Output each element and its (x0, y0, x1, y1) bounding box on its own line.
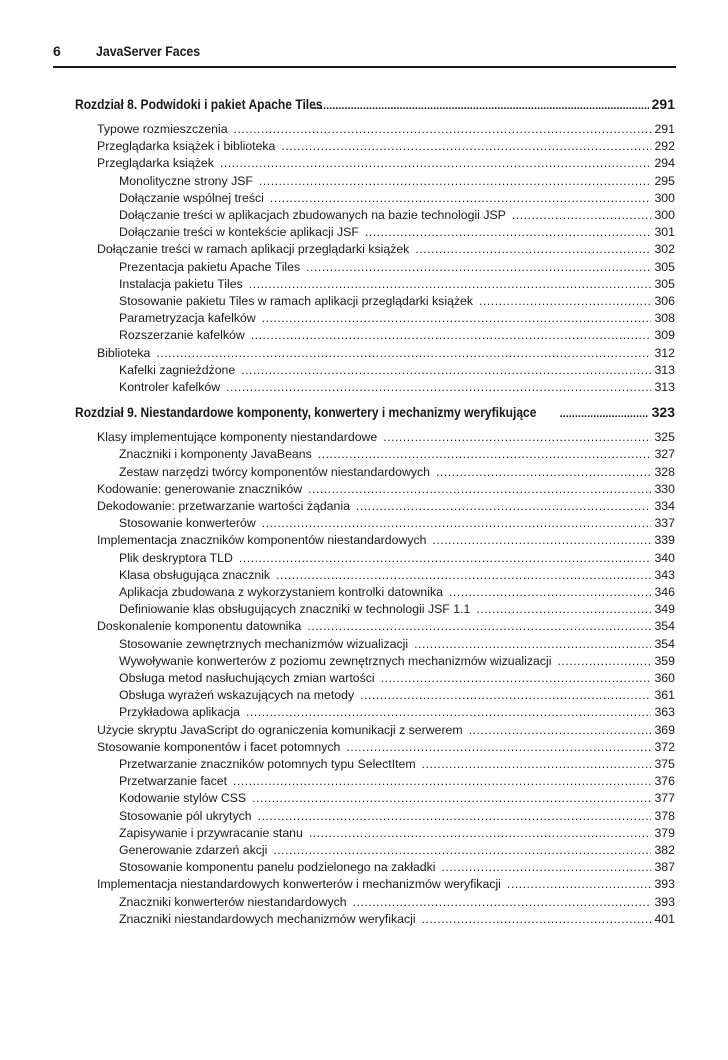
page-number: 6 (53, 43, 61, 59)
toc-entry-page: 393 (654, 894, 675, 909)
toc-entry (97, 499, 675, 513)
toc-dot-leader (233, 774, 651, 788)
toc-dot-leader (156, 346, 651, 360)
toc-entry-title: Rozdział 8. Podwidoki i pakiet Apache Tiles (75, 96, 323, 112)
toc-entry-page: 305 (654, 276, 675, 291)
toc-entry-title: Dołączanie treści w aplikacjach zbudowanych na bazie technologii JSP (119, 208, 506, 222)
toc-dot-leader (414, 637, 651, 651)
toc-entry-title: Zapisywanie i przywracanie stanu (119, 825, 303, 840)
toc-dot-leader (356, 499, 652, 513)
toc-dot-leader (560, 408, 649, 420)
toc-entry-page: 377 (654, 791, 675, 806)
toc-dot-leader (383, 430, 651, 444)
toc-dot-leader (360, 688, 651, 702)
toc-entry-page: 360 (654, 671, 675, 685)
toc-entry (119, 585, 675, 599)
toc-entry-page: 330 (654, 481, 675, 496)
toc-entry-page: 359 (654, 653, 675, 668)
toc-dot-leader (251, 328, 652, 342)
toc-dot-leader (226, 380, 651, 394)
toc-entry-title: Przeglądarka książek i biblioteka (97, 139, 276, 154)
running-title: JavaServer Faces (96, 43, 201, 59)
toc-entry-title: Kodowanie stylów CSS (119, 791, 247, 806)
toc-entry (119, 363, 675, 377)
toc-entry (119, 208, 675, 222)
toc-entry-title: Znaczniki konwerterów niestandardowych (119, 894, 347, 909)
toc-entry (119, 757, 675, 771)
toc-entry (119, 912, 675, 926)
toc-entry-title: Prezentacja pakietu Apache Tiles (119, 259, 301, 274)
toc-entry (119, 568, 675, 582)
toc-entry-page: 354 (654, 619, 675, 634)
toc-entry-page: 343 (654, 567, 675, 582)
toc-entry (119, 174, 675, 188)
toc-entry-page: 372 (654, 739, 675, 754)
toc-dot-leader (432, 533, 651, 547)
toc-entry (97, 619, 675, 633)
toc-entry-page: 328 (654, 464, 675, 479)
toc-entry-page: 363 (654, 705, 675, 720)
toc-dot-leader (308, 482, 651, 496)
toc-dot-leader (353, 895, 652, 909)
toc-entry-title: Implementacja niestandardowych konwerterów i mechanizmów weryfikacji (97, 877, 501, 892)
toc-dot-leader (476, 602, 651, 616)
toc-entry (119, 826, 675, 840)
toc-entry (119, 294, 675, 308)
toc-entry-title: Definiowanie klas obsługujących znaczniki w technologii JSF 1.1 (119, 602, 471, 617)
toc-entry-title: Kafelki zagnieżdżone (119, 362, 236, 377)
toc-entry-page: 300 (654, 190, 675, 205)
toc-dot-leader (276, 568, 651, 582)
toc-entry-page: 369 (654, 722, 675, 737)
toc-chapter-entry (75, 96, 675, 112)
toc-entry-page: 378 (654, 808, 675, 823)
toc-entry-page: 308 (654, 311, 675, 326)
toc-entry-title: Instalacja pakietu Tiles (119, 276, 243, 291)
toc-entry-title: Monolityczne strony JSF (119, 173, 253, 188)
toc-entry (97, 139, 675, 153)
toc-entry (119, 380, 675, 394)
toc-entry (119, 843, 675, 857)
toc-entry (119, 225, 675, 239)
toc-entry (97, 533, 675, 547)
toc-entry (119, 654, 675, 668)
toc-entry (97, 346, 675, 360)
toc-entry (119, 465, 675, 479)
toc-entry-page: 346 (654, 585, 675, 599)
toc-entry (97, 430, 675, 444)
toc-entry-page: 361 (654, 688, 675, 703)
toc-dot-leader (252, 791, 651, 805)
toc-entry-page: 312 (654, 345, 675, 360)
toc-dot-leader (318, 447, 652, 461)
toc-dot-leader (249, 277, 652, 291)
toc-entry-page: 387 (654, 860, 675, 875)
toc-dot-leader (436, 465, 651, 479)
toc-entry-title: Stosowanie pakietu Tiles w ramach aplikacji przeglądarki książek (119, 294, 474, 308)
toc-entry-page: 375 (654, 757, 675, 771)
toc-dot-leader (246, 705, 651, 719)
toc-entry-title: Implementacja znaczników komponentów niestandardowych (97, 533, 427, 548)
toc-entry-title: Rozdział 9. Niestandardowe komponenty, konwertery i mechanizmy weryfikujące (75, 404, 537, 421)
toc-entry-title: Plik deskryptora TLD (119, 550, 233, 565)
toc-entry-title: Wywoływanie konwerterów z poziomu zewnętrznych mechanizmów wizualizacji (119, 653, 552, 668)
toc-entry-title: Przetwarzanie facet (119, 774, 227, 789)
toc-entry-page: 379 (654, 825, 675, 840)
toc-entry (119, 705, 675, 719)
toc-dot-leader (512, 208, 652, 222)
toc-entry (97, 482, 675, 496)
toc-chapter-entry (75, 404, 675, 420)
toc-entry-title: Typowe rozmieszczenia (97, 122, 228, 136)
toc-entry-page: 295 (654, 173, 675, 188)
toc-entry-title: Dołączanie treści w ramach aplikacji przeglądarki książek (97, 242, 410, 257)
toc-entry-page: 325 (654, 430, 675, 445)
toc-dot-leader (507, 877, 652, 891)
toc-dot-leader (281, 139, 651, 153)
toc-entry-page: 339 (654, 533, 675, 548)
toc-entry-title: Stosowanie zewnętrznych mechanizmów wizualizacji (119, 636, 409, 651)
toc-entry-page: 354 (654, 636, 675, 651)
toc-dot-leader (259, 174, 652, 188)
toc-entry-title: Stosowanie komponentu panelu podzielonego na zakładki (119, 860, 436, 875)
toc-entry (119, 328, 675, 342)
toc-entry (119, 860, 675, 874)
toc-entry-title: Użycie skryptu JavaScript do ograniczenia komunikacji z serwerem (97, 722, 463, 737)
toc-dot-leader (262, 516, 652, 530)
toc-entry (119, 516, 675, 530)
toc-dot-leader (309, 826, 652, 840)
toc-dot-leader (311, 100, 649, 112)
toc-entry (119, 191, 675, 205)
toc-entry-title: Dołączanie treści w kontekście aplikacji JSF (119, 225, 359, 240)
toc-entry-title: Aplikacja zbudowana z wykorzystaniem kontrolki datownika (119, 585, 443, 599)
toc-entry (119, 671, 675, 685)
toc-entry-page: 300 (654, 208, 675, 222)
toc-entry-title: Stosowanie pól ukrytych (119, 808, 252, 823)
toc-entry-title: Przeglądarka książek (97, 156, 214, 171)
toc-entry-title: Stosowanie konwerterów (119, 516, 256, 531)
toc-entry (119, 277, 675, 291)
toc-dot-leader (415, 242, 651, 256)
toc-entry-page: 393 (654, 877, 675, 892)
toc-dot-leader (422, 757, 652, 771)
toc-entry-title: Przykładowa aplikacja (119, 705, 240, 720)
toc-entry (97, 723, 675, 737)
toc-entry (119, 688, 675, 702)
toc-dot-leader (558, 654, 652, 668)
toc-entry-page: 309 (654, 328, 675, 343)
toc-entry-page: 382 (654, 843, 675, 857)
toc-entry-page: 337 (654, 516, 675, 531)
toc-entry-title: Stosowanie komponentów i facet potomnych (97, 739, 341, 754)
toc-dot-leader (422, 912, 652, 926)
toc-entry-title: Przetwarzanie znaczników potomnych typu SelectItem (119, 757, 416, 771)
toc-dot-leader (346, 740, 651, 754)
toc-entry (97, 156, 675, 170)
toc-entry-page: 376 (654, 774, 675, 789)
toc-entry-page: 340 (654, 550, 675, 565)
toc-entry-title: Klasa obsługująca znacznik (119, 567, 271, 582)
toc-entry (119, 447, 675, 461)
toc-entry (119, 602, 675, 616)
toc-dot-leader (273, 843, 651, 857)
toc-entry-page: 349 (654, 602, 675, 617)
toc-entry (119, 809, 675, 823)
page-header (0, 0, 728, 70)
toc-entry-title: Zestaw narzędzi twórcy komponentów niestandardowych (119, 464, 430, 479)
toc-entry-title: Obsługa metod nasłuchujących zmian wartości (119, 671, 375, 685)
toc-dot-leader (270, 191, 652, 205)
toc-dot-leader (381, 671, 652, 685)
toc-entry-page: 323 (651, 404, 675, 421)
toc-dot-leader (258, 809, 652, 823)
toc-entry-page: 301 (654, 225, 675, 240)
toc-entry-title: Znaczniki i komponenty JavaBeans (119, 447, 312, 462)
toc-dot-leader (239, 551, 652, 565)
toc-dot-leader (262, 311, 652, 325)
toc-entry (119, 260, 675, 274)
toc-entry-page: 313 (654, 362, 675, 377)
toc-entry-title: Rozszerzanie kafelków (119, 328, 245, 343)
toc-entry-title: Dekodowanie: przetwarzanie wartości żądania (97, 499, 350, 513)
toc-entry-title: Obsługa wyrażeń wskazujących na metody (119, 688, 355, 703)
toc-entry-page: 306 (654, 294, 675, 308)
toc-entry (97, 877, 675, 891)
toc-entry (97, 122, 675, 136)
toc-entry (119, 791, 675, 805)
header-rule (53, 66, 676, 68)
toc-dot-leader (365, 225, 652, 239)
toc-entry (119, 637, 675, 651)
toc-entry-title: Klasy implementujące komponenty niestandardowe (97, 430, 378, 445)
toc-entry (97, 242, 675, 256)
toc-dot-leader (469, 723, 652, 737)
toc-entry-title: Parametryzacja kafelków (119, 311, 256, 326)
toc-entry (119, 551, 675, 565)
toc-entry-title: Kodowanie: generowanie znaczników (97, 481, 303, 496)
toc-dot-leader (306, 260, 651, 274)
toc-dot-leader (442, 860, 652, 874)
toc-dot-leader (479, 294, 651, 308)
toc-entry-page: 401 (654, 911, 675, 926)
toc-dot-leader (241, 363, 651, 377)
toc-entry-page: 313 (654, 380, 675, 394)
toc-entry-title: Kontroler kafelków (119, 380, 221, 394)
toc-dot-leader (449, 585, 651, 599)
toc-entry-title: Doskonalenie komponentu datownika (97, 619, 302, 634)
toc-entry-page: 302 (654, 242, 675, 257)
toc-entry-page: 305 (654, 259, 675, 274)
toc-entry (97, 740, 675, 754)
toc-entry-title: Generowanie zdarzeń akcji (119, 843, 268, 857)
toc-entry-title: Dołączanie wspólnej treści (119, 190, 264, 205)
toc-entry-page: 291 (654, 122, 675, 136)
toc-entry-page: 327 (654, 447, 675, 462)
toc-dot-leader (220, 156, 652, 170)
toc-entry-title: Znaczniki niestandardowych mechanizmów weryfikacji (119, 911, 416, 926)
toc-entry-title: Biblioteka (97, 345, 151, 360)
toc-entry-page: 291 (651, 96, 675, 112)
toc-entry (119, 311, 675, 325)
toc-entry-page: 334 (654, 499, 675, 513)
toc-entry (119, 895, 675, 909)
toc-entry-page: 292 (654, 139, 675, 154)
toc-entry (119, 774, 675, 788)
toc-dot-leader (234, 122, 652, 136)
toc-dot-leader (307, 619, 651, 633)
toc-entry-page: 294 (654, 156, 675, 171)
